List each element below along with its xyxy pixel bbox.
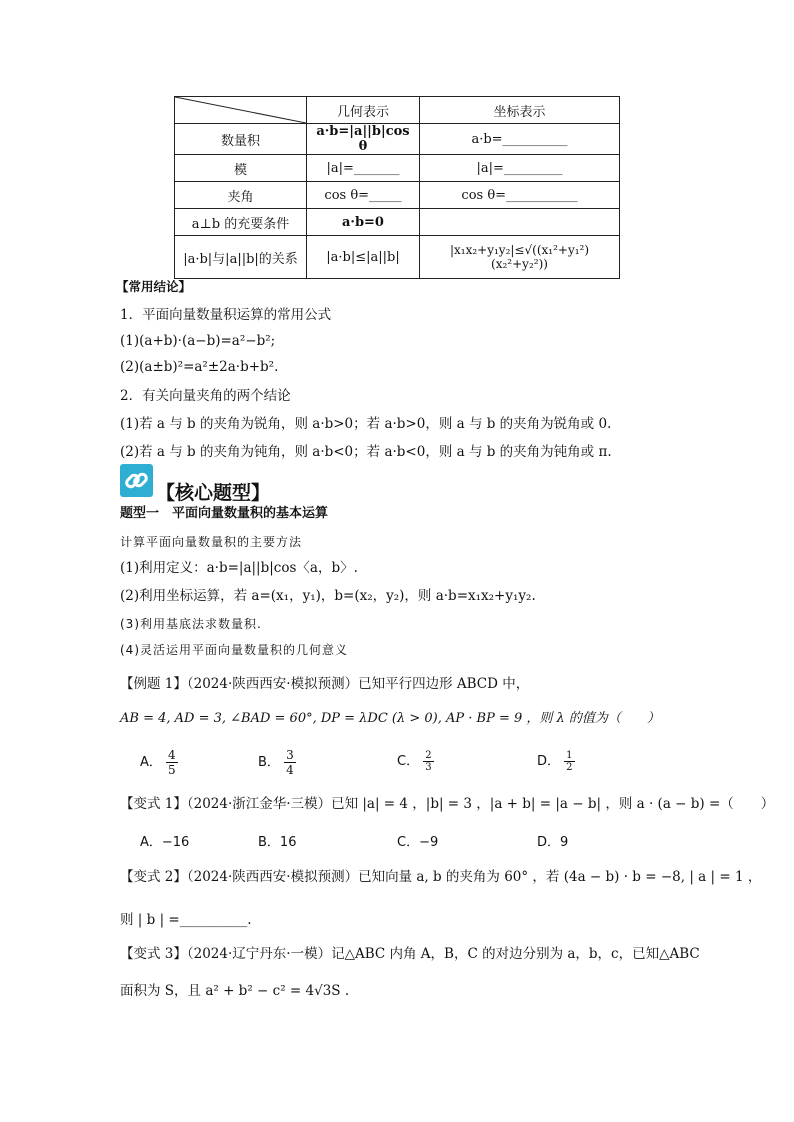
row-geometric: cos θ=_____ [307,182,420,209]
example1-line2: AB = 4, AD = 3, ∠BAD = 60°, DP = λDC (λ > 0), AP · BP = 9 ，则 λ 的值为（ ） [120,711,660,726]
row-label: 模 [175,155,307,182]
example1-option-c[interactable] [397,750,434,773]
row-label: 夹角 [175,182,307,209]
variant3-line1: 【变式 3】（2024·辽宁丹东·一模）记△ABC 内角 A，B，C 的对边分别为 a，b，c，已知△ABC [120,946,700,962]
variant2-line2: 则 | b | =__________. [120,912,252,928]
conclusion-item1-title: 1．平面向量数量积运算的常用公式 [120,307,332,323]
conclusion-item1-b: (2)(a±b)²=a²±2a·b+b². [120,359,279,375]
method-1: (1)利用定义：a·b=|a||b|cos〈a，b〉. [120,560,358,576]
option-fraction: $\frac{2}{3}$ [425,750,432,773]
methods-title: 计算平面向量数量积的主要方法 [120,535,303,549]
row-coordinate: a·b=__________ [420,124,620,155]
table-row [175,236,620,279]
conclusion-item2-b: (2)若 a 与 b 的夹角为钝角，则 a·b<0；若 a·b<0，则 a 与 b 的夹角为钝角或 π. [120,444,612,460]
table-header-row [175,97,620,124]
table-row [175,155,620,182]
option-fraction: $\frac{4}{5}$ [168,748,176,777]
vector-comparison-table [174,96,620,279]
option-fraction: $\frac{3}{4}$ [286,748,294,777]
header-coordinate: 坐标表示 [420,97,620,124]
example1-line1: 【例题 1】（2024·陕西西安·模拟预测）已知平行四边形 ABCD 中， [120,676,530,692]
row-coordinate [420,209,620,236]
variant1-option-c[interactable]: C．−9 [397,835,439,850]
option-fraction: $\frac{1}{2}$ [566,750,573,773]
row-geometric: a·b=0 [307,209,420,236]
variant2-line1: 【变式 2】（2024·陕西西安·模拟预测）已知向量 a, b 的夹角为 60° ，若 (4a − b) · b = −8, | a | = 1 ， [120,869,762,885]
conclusions-heading: 【常用结论】 [116,279,192,294]
option-letter: C． [397,754,420,769]
conclusion-item2-a: (1)若 a 与 b 的夹角为锐角，则 a·b>0；若 a·b>0，则 a 与 b 的夹角为锐角或 0. [120,416,612,432]
variant1-option-b[interactable]: B．16 [258,835,297,850]
variant1-option-d[interactable]: D．9 [537,835,569,850]
row-coordinate: |x₁x₂+y₁y₂|≤√((x₁²+y₁²)(x₂²+y₂²)) [420,236,620,279]
row-label: a⊥b 的充要条件 [175,209,307,236]
method-4: (4)灵活运用平面向量数量积的几何意义 [120,643,348,657]
link-icon [120,464,153,497]
type1-title: 题型一 平面向量数量积的基本运算 [120,506,329,521]
example1-option-b[interactable] [258,748,296,777]
header-geometric: 几何表示 [307,97,420,124]
table-row [175,182,620,209]
row-label: |a·b|与|a||b|的关系 [175,236,307,279]
row-geometric: |a|=_______ [307,155,420,182]
conclusion-item1-a: (1)(a+b)·(a−b)=a²−b²; [120,333,276,349]
row-coordinate: cos θ=___________ [420,182,620,209]
row-label: 数量积 [175,124,307,155]
method-2: (2)利用坐标运算，若 a=(x₁，y₁)，b=(x₂，y₂)，则 a·b=x₁x₂+y₁y₂. [120,588,536,604]
conclusion-item2-title: 2．有关向量夹角的两个结论 [120,388,291,404]
row-coordinate: |a|=_________ [420,155,620,182]
variant1-line: 【变式 1】（2024·浙江金华·三模）已知 |a| = 4 ，|b| = 3 ，|a + b| = |a − b| ，则 a · (a − b) =（ ） [120,796,775,812]
example1-option-a[interactable] [140,748,178,777]
row-geometric: |a·b|≤|a||b| [307,236,420,279]
method-3: (3)利用基底法求数量积. [120,617,262,631]
variant3-line2: 面积为 S，且 a² + b² − c² = 4√3S . [120,983,350,999]
example1-option-d[interactable] [537,750,575,773]
core-section-title: 【核心题型】 [156,482,271,504]
row-geometric: a·b=|a||b|cos θ [307,124,420,155]
table-row [175,124,620,155]
diagonal-header-cell [175,97,307,124]
option-letter: D． [537,754,561,769]
table-row [175,209,620,236]
variant1-option-a[interactable]: A．−16 [140,835,190,850]
option-letter: A． [140,755,162,770]
option-letter: B． [258,755,280,770]
